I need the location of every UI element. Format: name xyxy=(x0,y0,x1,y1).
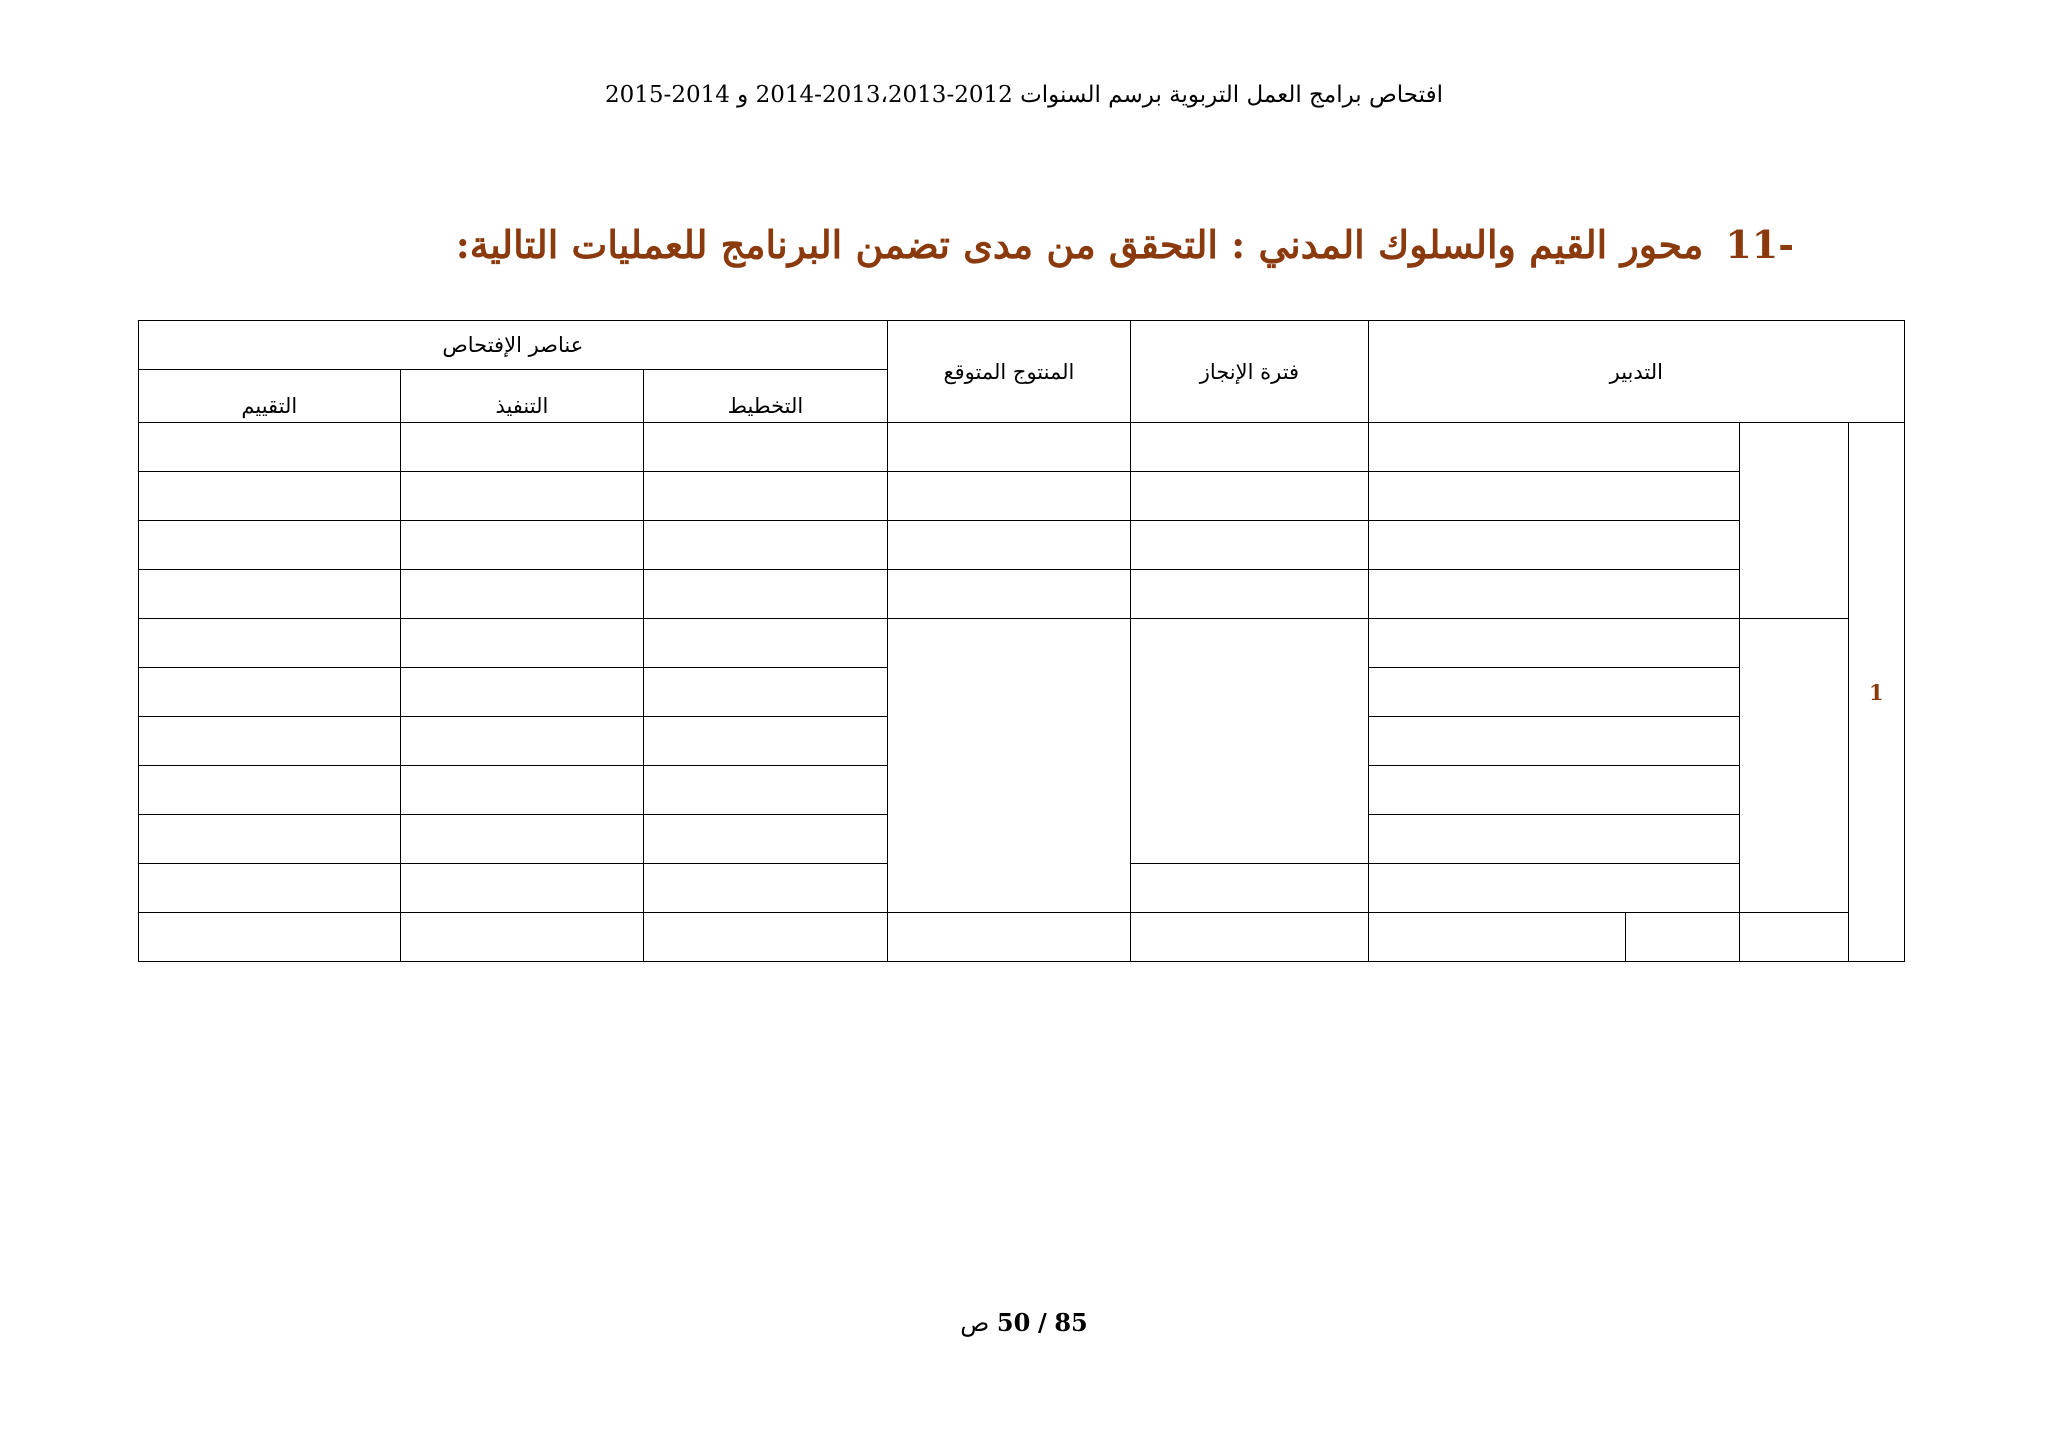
table-cell xyxy=(1368,913,1626,962)
table-cell xyxy=(139,570,401,619)
table-cell xyxy=(1131,864,1368,913)
table-cell xyxy=(644,570,888,619)
table-cell xyxy=(139,913,401,962)
table-cell xyxy=(1131,570,1368,619)
table-cell xyxy=(887,472,1131,521)
table-cell xyxy=(139,619,401,668)
table-cell xyxy=(400,619,644,668)
table-cell xyxy=(644,423,888,472)
table-cell xyxy=(644,717,888,766)
table-cell xyxy=(139,521,401,570)
evaluation-header: التقييم xyxy=(139,370,401,423)
total-pages: 85 xyxy=(1054,1308,1088,1337)
table-cell xyxy=(887,570,1131,619)
audit-elements-header: عناصر الإفتحاص xyxy=(139,321,888,370)
table-cell xyxy=(887,423,1131,472)
table-cell xyxy=(644,766,888,815)
table-cell xyxy=(887,521,1131,570)
page-number: 50 xyxy=(996,1308,1031,1337)
table-cell xyxy=(1131,472,1368,521)
table-cell xyxy=(644,668,888,717)
table-cell xyxy=(1739,619,1848,913)
execution-header: التنفيذ xyxy=(400,370,644,423)
table-cell xyxy=(887,619,1131,913)
table-cell xyxy=(139,668,401,717)
table-cell xyxy=(1131,521,1368,570)
table-cell xyxy=(139,472,401,521)
table-cell xyxy=(1368,570,1739,619)
table-cell xyxy=(400,717,644,766)
table-cell xyxy=(644,913,888,962)
table-cell xyxy=(1368,864,1739,913)
planning-header: التخطيط xyxy=(644,370,888,423)
table-cell xyxy=(400,521,644,570)
table-cell xyxy=(400,423,644,472)
table-cell xyxy=(400,570,644,619)
table-cell xyxy=(887,913,1131,962)
table-cell xyxy=(1368,668,1739,717)
table-cell xyxy=(1368,423,1739,472)
completion-period-header: فترة الإنجاز xyxy=(1131,321,1368,423)
table-cell xyxy=(1368,619,1739,668)
table-cell xyxy=(139,766,401,815)
table-cell xyxy=(644,815,888,864)
table-cell xyxy=(400,815,644,864)
table-cell xyxy=(400,913,644,962)
section-title xyxy=(456,222,1794,267)
table-cell xyxy=(1368,521,1739,570)
table-cell xyxy=(1131,423,1368,472)
table-cell xyxy=(139,717,401,766)
table-cell xyxy=(1739,913,1848,962)
table-cell xyxy=(1131,913,1368,962)
table-cell xyxy=(1368,766,1739,815)
table-cell xyxy=(644,864,888,913)
row-number: 1 xyxy=(1848,423,1904,962)
page-separator: / xyxy=(1037,1308,1047,1337)
table-cell xyxy=(1368,472,1739,521)
table-cell xyxy=(644,619,888,668)
page-footer xyxy=(0,1308,2048,1337)
table-cell xyxy=(400,766,644,815)
audit-table xyxy=(138,320,1905,962)
document-header: افتحاص برامج العمل التربوية برسم السنوات 2012-2013،2013-2014 و 2014-2015 xyxy=(605,82,1443,108)
table-cell xyxy=(400,864,644,913)
table-cell xyxy=(139,423,401,472)
table-cell xyxy=(1131,619,1368,864)
section-number: -11 xyxy=(1725,222,1794,267)
table-cell xyxy=(1739,423,1848,619)
table-cell xyxy=(400,472,644,521)
measure-header: التدبير xyxy=(1368,321,1904,423)
table-cell xyxy=(400,668,644,717)
expected-product-header: المنتوج المتوقع xyxy=(887,321,1131,423)
table-cell xyxy=(139,815,401,864)
table-cell xyxy=(1368,815,1739,864)
table-cell xyxy=(1368,717,1739,766)
table-cell xyxy=(1626,913,1740,962)
section-title-text: محور القيم والسلوك المدني : التحقق من مدى تضمن البرنامج للعمليات التالية: xyxy=(455,222,1704,267)
page-suffix: ص xyxy=(960,1309,990,1337)
table-cell xyxy=(644,521,888,570)
table-cell xyxy=(139,864,401,913)
table-cell xyxy=(644,472,888,521)
